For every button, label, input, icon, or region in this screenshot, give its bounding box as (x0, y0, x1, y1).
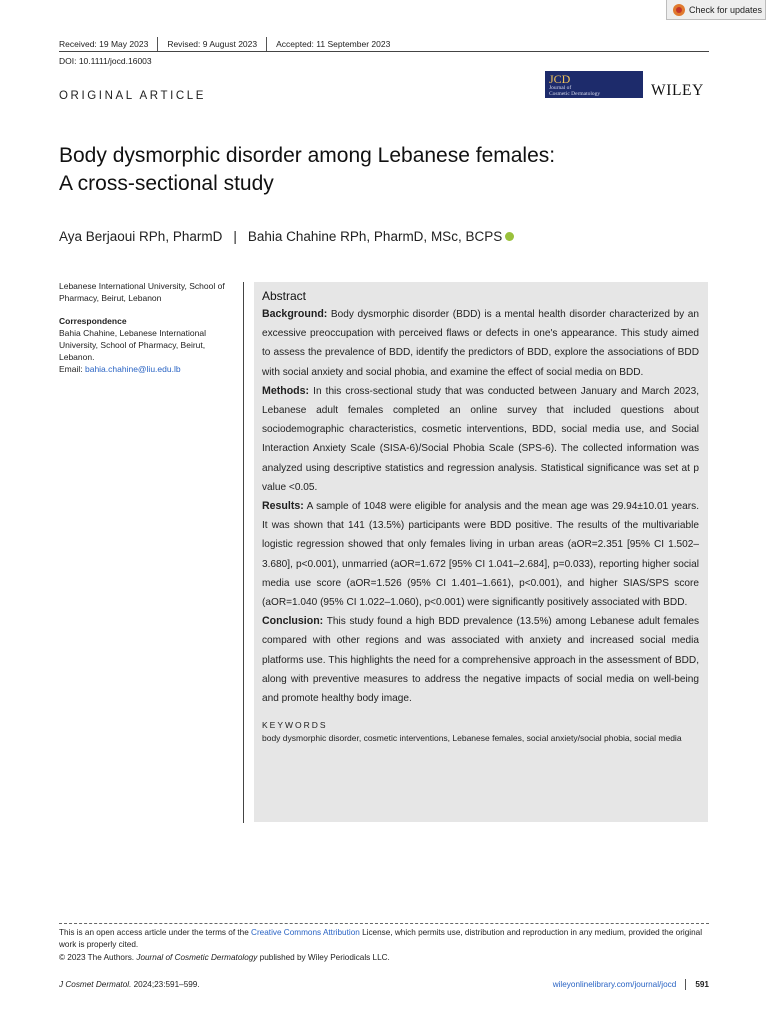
title-line-2: A cross-sectional study (59, 172, 274, 195)
journal-logo-abbrev: JCD (549, 72, 571, 86)
keywords-text: body dysmorphic disorder, cosmetic interventions, Lebanese females, social anxiety/social phobia, social media (262, 733, 682, 744)
journal-website-link[interactable]: wileyonlinelibrary.com/journal/jocd (553, 979, 687, 990)
orcid-icon[interactable] (505, 232, 514, 241)
article-title (59, 142, 699, 198)
check-for-updates-button[interactable] (666, 0, 766, 20)
author-1[interactable]: Aya Berjaoui RPh, PharmD (59, 229, 223, 244)
abstract-conclusion: Conclusion: This study found a high BDD prevalence (13.5%) among Lebanese adult females compared with other regions and was associated with anxiety and increased social media platforms use. This highlights the need for a comprehensive approach in the assessment of BDD, along with preventive measures to address the negative impacts of social media on well-being and promote healthy body image. (262, 615, 699, 705)
abstract-background: Background: Body dysmorphic disorder (BDD) is a mental health disorder characterized by an excessive preoccupation with perceived flaws or defects in one's appearance. This study aimed to assess the prevalence of BDD, identify the predictors of BDD, explore the associations of BDD with social anxiety and social phobia, and examine the effect of social media on BDD. (262, 308, 699, 378)
license-footer (59, 927, 709, 964)
email-line: Email: bahia.chahine@liu.edu.lb (59, 364, 181, 374)
license-text: This is an open access article under the terms of the Creative Commons Attribution License, which permits use, distribution and reproduction in any medium, provided the original work is properly cited. (59, 928, 703, 950)
article-dates (59, 37, 399, 51)
author-separator: | (233, 229, 237, 244)
correspondence-heading: Correspondence (59, 316, 127, 326)
title-line-1: Body dysmorphic disorder among Lebanese females: (59, 144, 556, 167)
accepted-date: Accepted: 11 September 2023 (266, 37, 399, 51)
abstract-heading: Abstract (262, 289, 307, 303)
publisher-logo: WILEY (651, 82, 704, 99)
revised-date: Revised: 9 August 2023 (157, 37, 266, 51)
check-for-updates-label: Check for updates (689, 4, 763, 15)
abstract-results: Results: A sample of 1048 were eligible for analysis and the mean age was 29.94±10.01 years. It was shown that 141 (13.5%) participants were BDD positive. The results of the multivariable logistic regression showed that only females living in urban areas (aOR=2.351 [95% CI 1.502–3.680], p<0.001), unmarried (aOR=1.672 [95% CI 1.041–2.684], p=0.033), reporting higher social media use score (aOR=1.526 (95% CI 1.401–1.661), p<0.001), and higher SIAS/SPS score (aOR=1.040 (95% CI 1.022–1.060), p<0.001) were significantly positively associated with BDD. (262, 500, 700, 609)
affiliation-text: Lebanese International University, School of Pharmacy, Beirut, Lebanon (59, 281, 225, 303)
article-type: ORIGINAL ARTICLE (59, 90, 207, 102)
received-date: Received: 19 May 2023 (59, 39, 149, 49)
author-2[interactable]: Bahia Chahine RPh, PharmD, MSc, BCPS (247, 229, 503, 244)
email-link[interactable]: bahia.chahine@liu.edu.lb (84, 364, 181, 374)
affiliation-block (59, 280, 239, 375)
update-badge-icon (673, 4, 685, 16)
correspondence-text: Bahia Chahine, Lebanese International University, School of Pharmacy, Beirut, Lebanon. (59, 328, 206, 362)
journal-logo (545, 71, 643, 98)
header-rule (59, 51, 709, 52)
page-number: 591 (695, 980, 709, 989)
doi: DOI: 10.1111/jocd.16003 (59, 56, 152, 66)
page-footer (59, 979, 709, 990)
cc-license-link[interactable]: Creative Commons Attribution (251, 928, 360, 937)
column-divider (243, 282, 244, 823)
copyright-text: © 2023 The Authors. Journal of Cosmetic Dermatology published by Wiley Periodicals LLC. (59, 952, 390, 962)
journal-logo-name: Journal of Cosmetic Dermatology (549, 85, 601, 97)
footer-dashed-rule (59, 923, 709, 924)
abstract-methods: Methods: In this cross-sectional study that was conducted between January and March 2023, Lebanese adult females completed an online survey that included questions about sociodemographic characteristics, cosmetic interventions, BDD, social media use, and Social Interaction Anxiety Scale (SISA-6)/Social Phobia Scale (SPS-6). The collected information was analyzed using descriptive statistics and regression analysis. Statistical significance was set at p value <0.05. (262, 384, 700, 493)
abstract-box (254, 282, 708, 822)
citation: J Cosmet Dermatol. 2024;23:591–599. (59, 980, 200, 989)
keywords-heading: KEYWORDS (262, 720, 328, 731)
author-list (59, 229, 514, 244)
